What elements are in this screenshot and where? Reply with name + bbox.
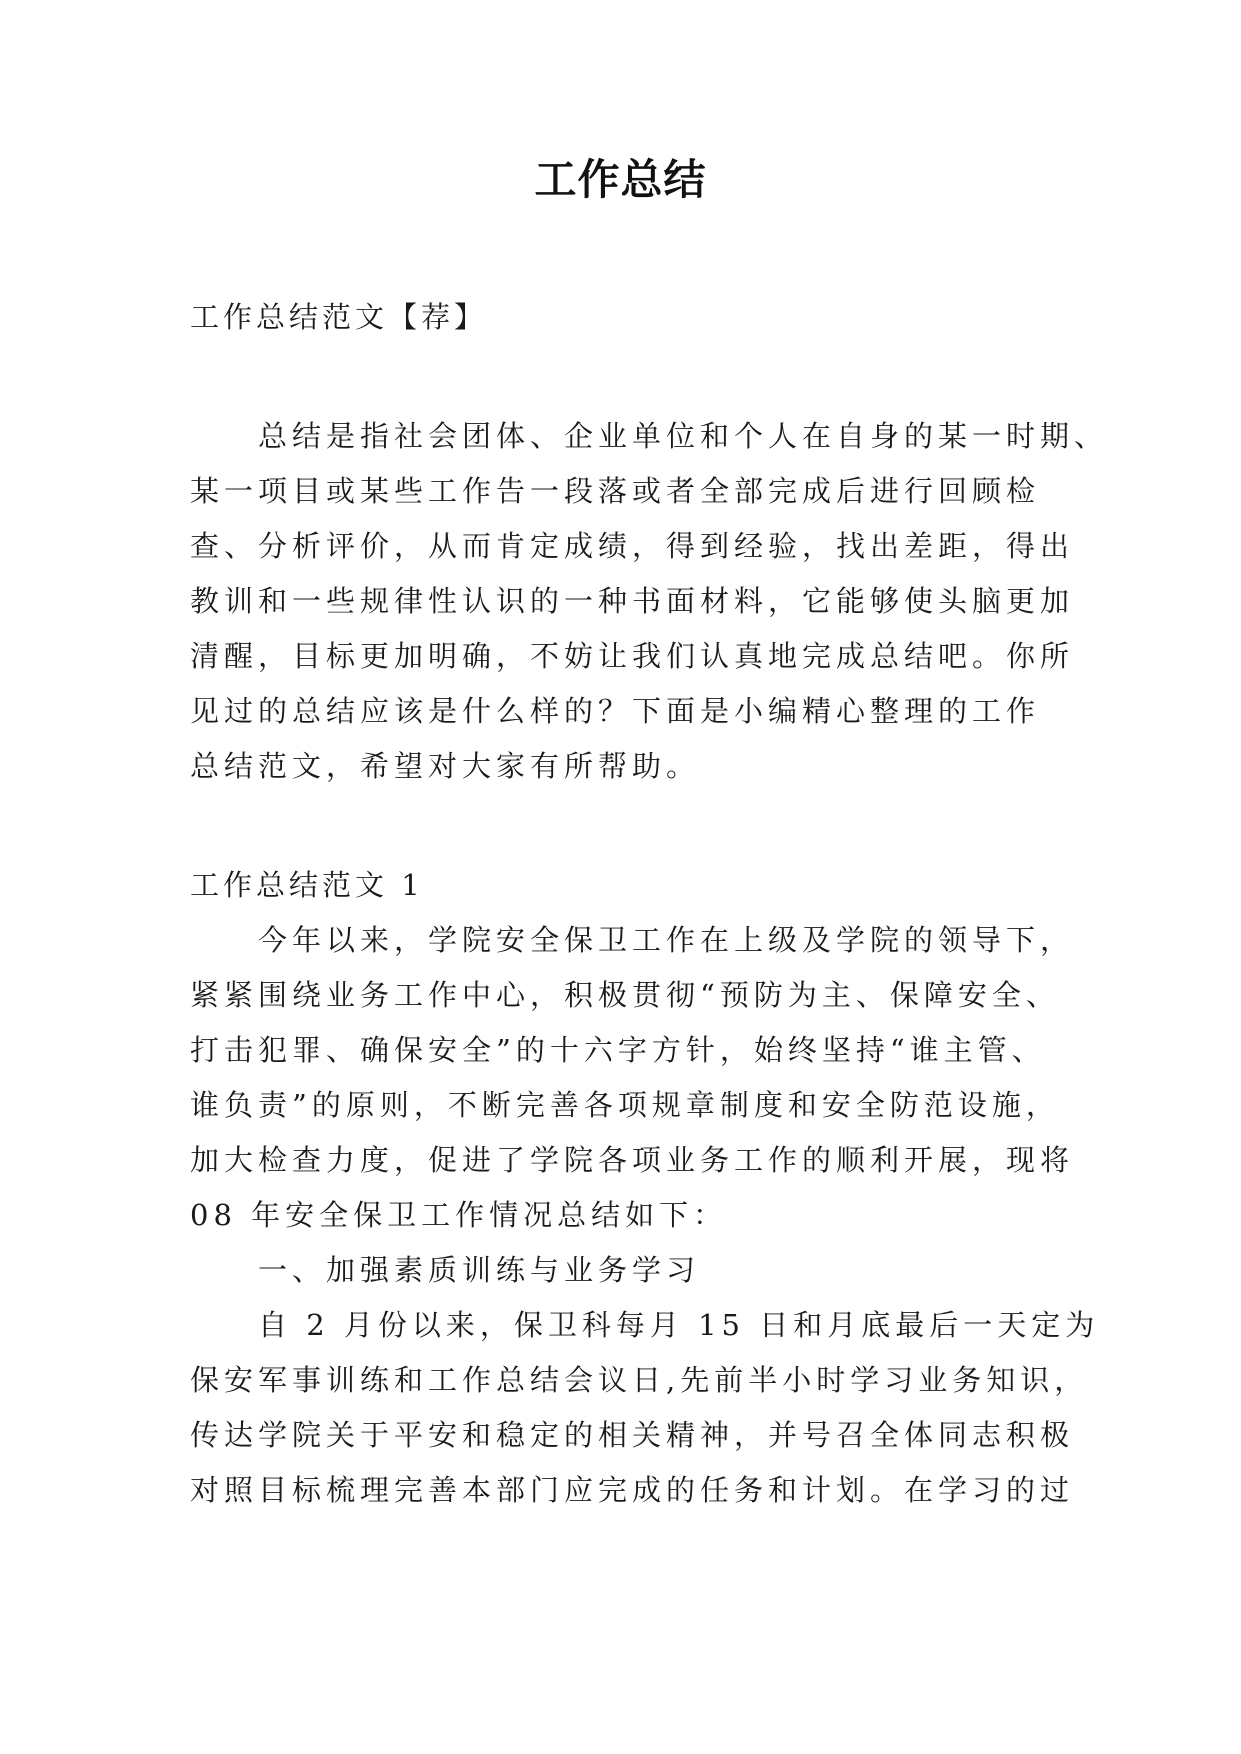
text-line: 见过的总结应该是什么样的？下面是小编精心整理的工作 (190, 694, 1041, 728)
text-line: 某一项目或某些工作告一段落或者全部完成后进行回顾检 (190, 474, 1041, 508)
text-line: 教训和一些规律性认识的一种书面材料，它能够使头脑更加 (190, 584, 1075, 618)
subsection-heading (190, 1243, 1050, 1298)
text-line: 总结是指社会团体、企业单位和个人在自身的某一时期、 (258, 419, 1109, 453)
intro-paragraph (190, 409, 1109, 794)
text-line: 谁负责”的原则，不断完善各项规章制度和安全防范设施， (190, 1088, 1060, 1122)
page-title: 工作总结 (534, 155, 707, 204)
text-line: 清醒，目标更加明确，不妨让我们认真地完成总结吧。你所 (190, 639, 1075, 673)
text-line: 总结范文，希望对大家有所帮助。 (190, 749, 701, 783)
spacer (190, 345, 1050, 409)
text-line: 08 年安全保卫工作情况总结如下： (190, 1198, 728, 1232)
section-heading: 工作总结范文 1 (190, 868, 424, 902)
text-line: 今年以来，学院安全保卫工作在上级及学院的领导下， (258, 923, 1075, 957)
section-paragraph (190, 913, 1075, 1243)
text-line: 传达学院关于平安和稳定的相关精神，并号召全体同志积极 (190, 1418, 1075, 1452)
text-line: 自 2 月份以来，保卫科每月 15 日和月底最后一天定为 (258, 1308, 1100, 1342)
section-paragraph (190, 1298, 1100, 1518)
text-line: 对照目标梳理完善本部门应完成的任务和计划。在学习的过 (190, 1473, 1075, 1507)
text-line: 保安军事训练和工作总结会议日,先前半小时学习业务知识， (190, 1363, 1089, 1397)
document-body (190, 290, 1109, 1518)
text-line: 查、分析评价，从而肯定成绩，得到经验，找出差距，得出 (190, 529, 1075, 563)
text-line: 打击犯罪、确保安全”的十六字方针，始终坚持“谁主管、 (190, 1033, 1046, 1067)
text-line: 一、加强素质训练与业务学习 (258, 1253, 701, 1287)
document-subtitle: 工作总结范文【荐】 (190, 300, 488, 334)
text-line: 紧紧围绕业务工作中心，积极贯彻“预防为主、保障安全、 (190, 978, 1060, 1012)
text-line: 加大检查力度，促进了学院各项业务工作的顺利开展，现将 (190, 1143, 1075, 1177)
spacer (190, 794, 1050, 858)
